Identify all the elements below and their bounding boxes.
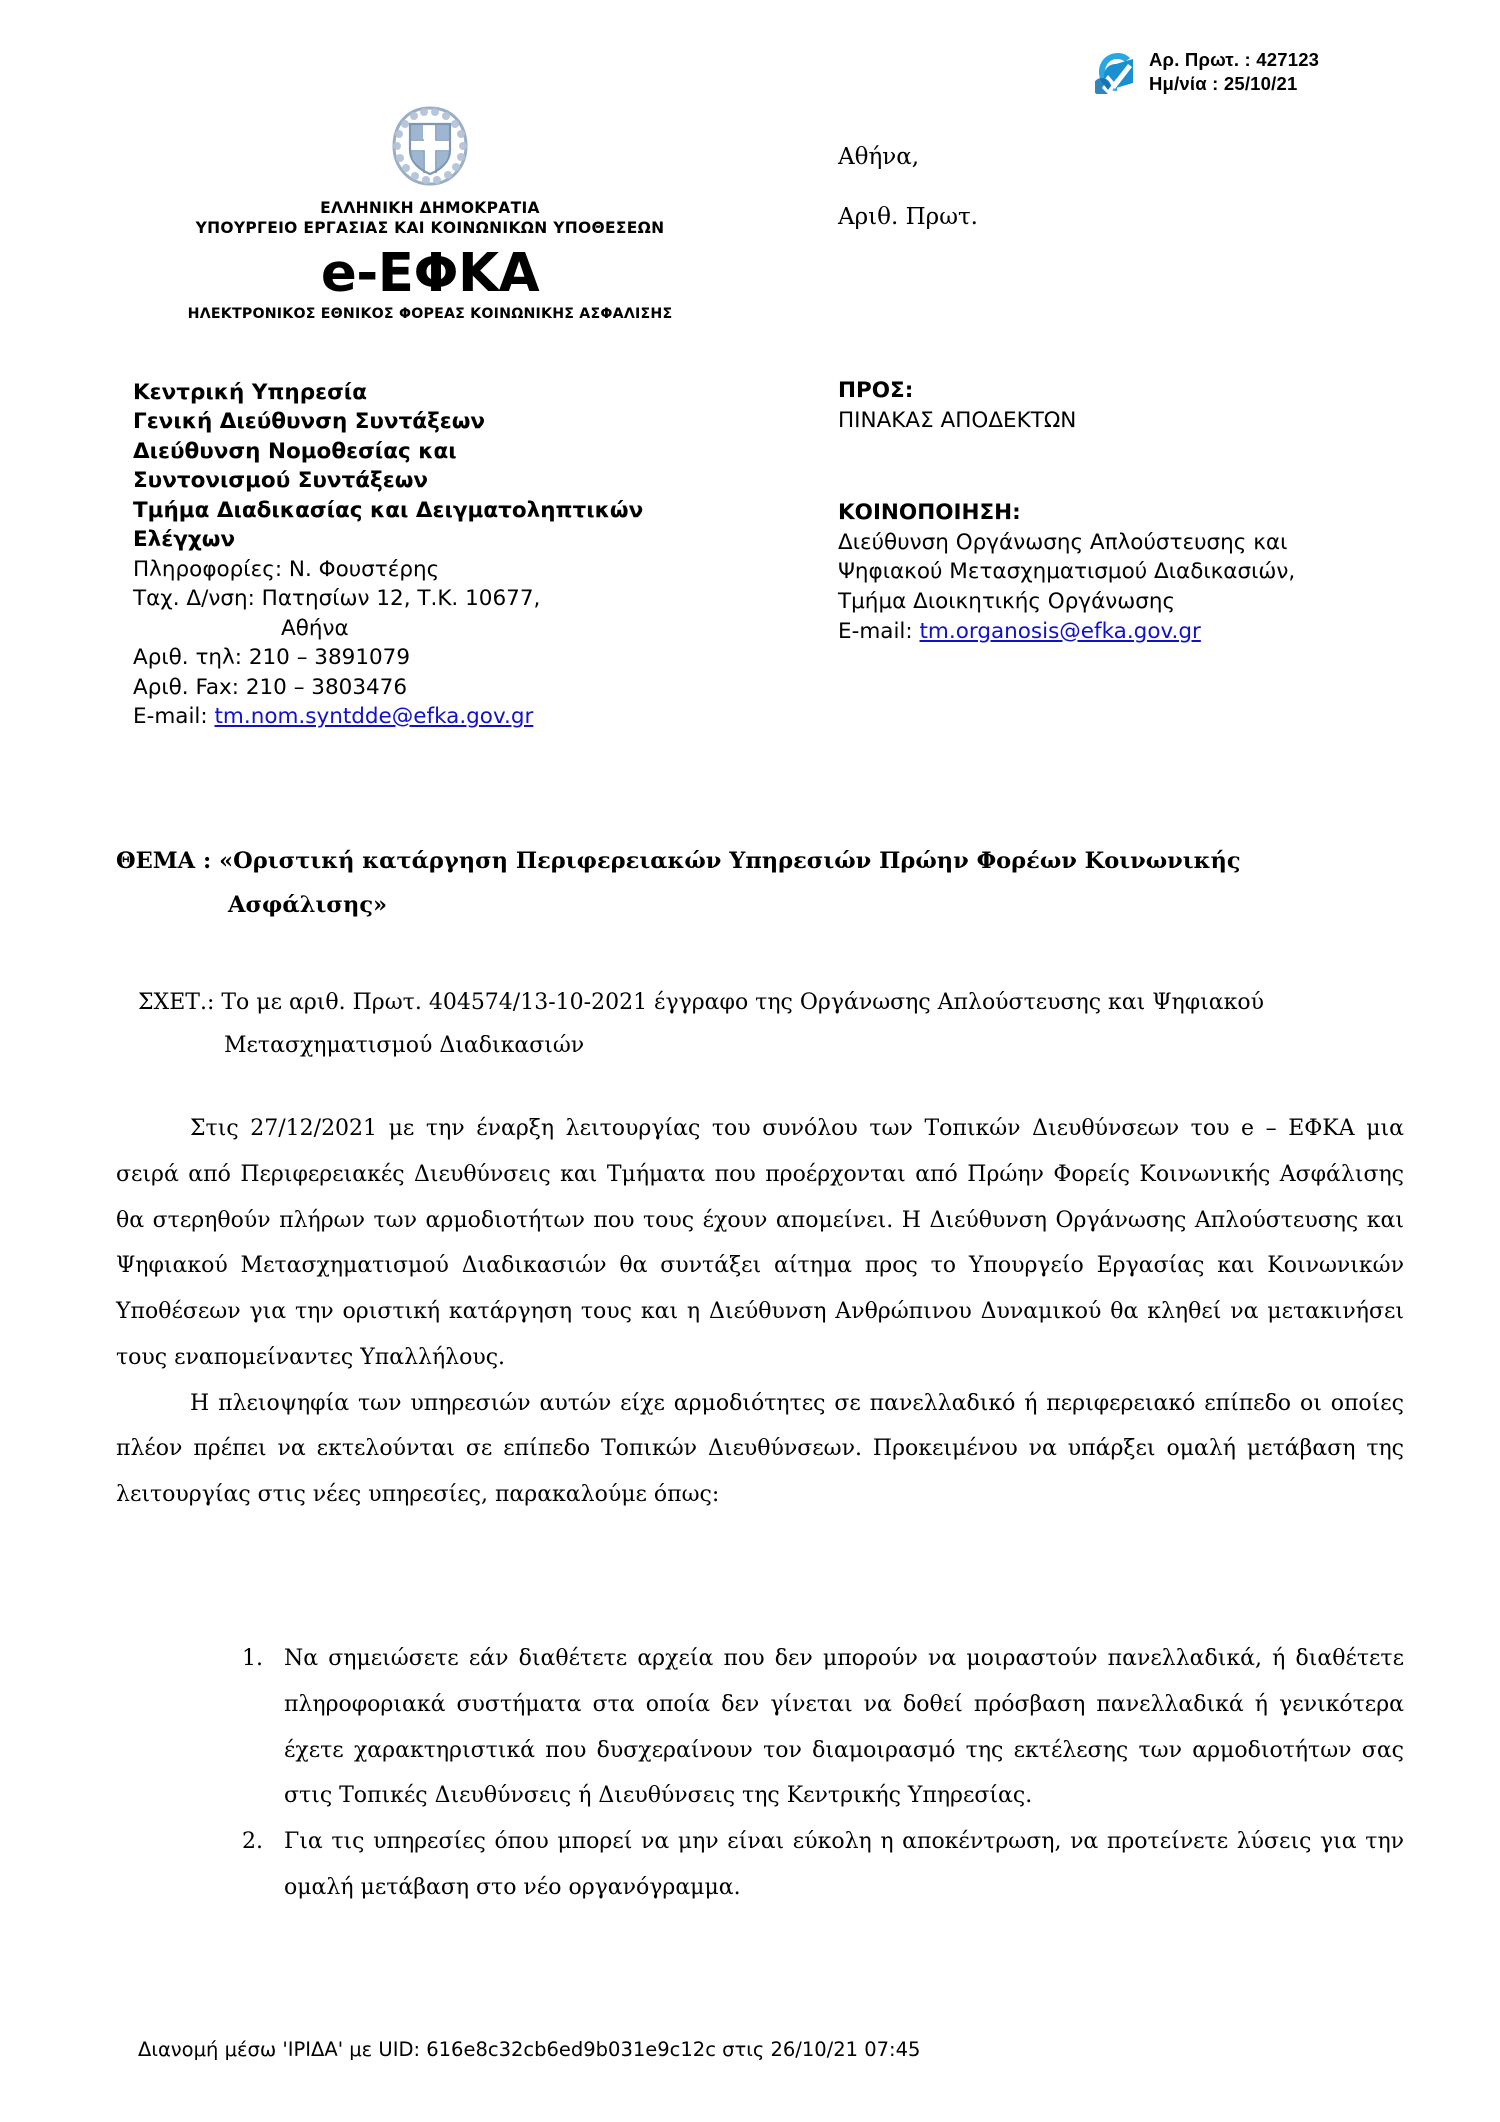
body-content xyxy=(116,1106,1404,1518)
cc-email-label: E-mail: xyxy=(838,618,913,644)
sender-email-label: E-mail: xyxy=(133,703,208,729)
subject-line xyxy=(116,840,1406,928)
sender-email-row xyxy=(133,702,733,731)
cc-block xyxy=(838,498,1398,646)
reference-label: ΣΧΕΤ.: xyxy=(138,990,222,1015)
sender-address-block xyxy=(133,378,733,731)
instructions-list xyxy=(116,1636,1404,1911)
sender-unit-1: Κεντρική Υπηρεσία xyxy=(133,380,367,405)
sender-unit-3: Διεύθυνση Νομοθεσίας και xyxy=(133,438,457,464)
reference-text-line-2: Μετασχηματισμού Διαδικασιών xyxy=(224,1032,585,1058)
republic-label: ΕΛΛΗΝΙΚΗ ΔΗΜΟΚΡΑΤΙΑ xyxy=(320,199,540,217)
sender-city: Αθήνα xyxy=(281,615,349,641)
subject-label: ΘΕΜΑ : xyxy=(116,848,220,874)
protocol-line: Αριθ. Πρωτ. xyxy=(838,204,978,230)
recipient-label: ΠΡΟΣ: xyxy=(838,378,914,403)
protocol-stamp-text xyxy=(1149,48,1319,97)
body-paragraph-2: Η πλειοψηφία των υπηρεσιών αυτών είχε αρμοδιότητες σε πανελλαδικό ή περιφερειακό επίπεδο οι οποίες πλέον πρέπει να εκτελούνται σε επίπεδο Τοπικών Διευθύνσεων. Προκειμένου να υπάρξει ομαλή μετάβαση της λειτουργίας στις νέες υπηρεσίες, παρακαλούμε όπως: xyxy=(116,1390,1404,1507)
reference-text-line-1: Το με αριθ. Πρωτ. 404574/13-10-2021 έγγραφο της Οργάνωσης Απλούστευσης και Ψηφιακού xyxy=(221,990,1264,1015)
cc-line-1: Διεύθυνση Οργάνωσης Απλούστευσης και xyxy=(838,529,1288,555)
cc-email-link[interactable]: tm.organosis@efka.gov.gr xyxy=(919,618,1201,644)
sender-unit-4: Συντονισμού Συντάξεων xyxy=(133,468,429,494)
place-line: Αθήνα, xyxy=(838,144,920,170)
sender-contact-person: Πληροφορίες: Ν. Φουστέρης xyxy=(133,556,440,582)
efka-brand-expansion: ΗΛΕΚΤΡΟΝΙΚΟΣ ΕΘΝΙΚΟΣ ΦΟΡΕΑΣ ΚΟΙΝΩΝΙΚΗΣ ΑΣΦΑΛΙΣΗΣ xyxy=(187,305,673,322)
distribution-footer: Διανομή μέσω 'ΙΡΙΔΑ' με UID: 616e8c32cb6ed9b031e9c12c στις 26/10/21 07:45 xyxy=(138,2038,921,2061)
body-paragraph-1: Στις 27/12/2021 με την έναρξη λειτουργίας του συνόλου των Τοπικών Διευθύνσεων του e – ΕΦΚΑ μια σειρά από Περιφερειακές Διευθύνσεις και Τμήματα που προέρχονται από Πρώην Φορείς Κοινωνικής Ασφάλισης θα στερηθούν πλήρων των αρμοδιοτήτων που τους έχουν απομείνει. Η Διεύθυνση Οργάνωσης Απλούστευσης και Ψηφιακού Μετασχηματισμού Διαδικασιών θα συντάξει αίτημα προς το Υπουργείο Εργασίας και Κοινωνικών Υποθέσεων για την οριστική κατάργηση τους και η Διεύθυνση Ανθρώπινου Δυναμικού θα κληθεί να μετακινήσει τους εναπομείναντες Υπαλλήλους. xyxy=(116,1116,1404,1370)
greek-coat-of-arms-icon xyxy=(384,100,476,192)
letterhead xyxy=(120,100,740,329)
sender-unit-2: Γενική Διεύθυνση Συντάξεων xyxy=(133,409,486,435)
cc-line-2: Ψηφιακού Μετασχηματισμού Διαδικασιών, xyxy=(838,559,1296,585)
ministry-label: ΥΠΟΥΡΓΕΙΟ ΕΡΓΑΣΙΑΣ ΚΑΙ ΚΟΙΝΩΝΙΚΩΝ ΥΠΟΘΕΣΕΩΝ xyxy=(195,219,665,238)
protocol-number: Αρ. Πρωτ. : 427123 xyxy=(1149,49,1320,70)
sender-unit-6: Ελέγχων xyxy=(133,527,236,553)
recipient-block xyxy=(838,376,1398,435)
sender-unit-5: Τμήμα Διαδικασίας και Δειγματοληπτικών xyxy=(133,497,644,523)
protocol-stamp xyxy=(1095,48,1319,97)
sender-fax: Αριθ. Fax: 210 – 3803476 xyxy=(133,674,408,700)
subject-text-line-1: «Οριστική κατάργηση Περιφερειακών Υπηρεσιών Πρώην Φορέων Κοινωνικής xyxy=(219,848,1241,874)
efka-brand-title: e-ΕΦΚΑ xyxy=(320,243,540,305)
efka-check-logo-icon xyxy=(1095,50,1139,94)
subject-text-line-2: Ασφάλισης» xyxy=(228,891,388,918)
cc-label: ΚΟΙΝΟΠΟΙΗΣΗ: xyxy=(838,500,1021,525)
reference-line xyxy=(138,982,1408,1068)
list-item: 1. Να σημειώσετε εάν διαθέτετε αρχεία που δεν μπορούν να μοιραστούν πανελλαδικά, ή διαθέτετε πληροφοριακά συστήματα στα οποία δεν γίνεται να δοθεί πρόσβαση πανελλαδικά ή γενικότερα έχετε χαρακτηριστικά που δυσχεραίνουν τον διαμοιρασμό της εκτέλεσης των αρμοδιοτήτων σας στις Τοπικές Διευθύνσεις ή Διευθύνσεις της Κεντρικής Υπηρεσίας. xyxy=(270,1636,1404,1819)
sender-email-link[interactable]: tm.nom.syntdde@efka.gov.gr xyxy=(214,703,534,729)
sender-postal-address: Ταχ. Δ/νση: Πατησίων 12, Τ.Κ. 10677, xyxy=(133,586,541,612)
cc-email-row xyxy=(838,617,1398,647)
sender-phone: Αριθ. τηλ: 210 – 3891079 xyxy=(133,645,411,671)
cc-line-3: Τμήμα Διοικητικής Οργάνωσης xyxy=(838,588,1176,614)
list-item: 2. Για τις υπηρεσίες όπου μπορεί να μην είναι εύκολη η αποκέντρωση, να προτείνετε λύσεις για την ομαλή μετάβαση στο νέο οργανόγραμμα. xyxy=(270,1819,1404,1911)
recipient-value: ΠΙΝΑΚΑΣ ΑΠΟΔΕΚΤΩΝ xyxy=(838,407,1077,433)
protocol-date: Ημ/νία : 25/10/21 xyxy=(1149,73,1298,95)
